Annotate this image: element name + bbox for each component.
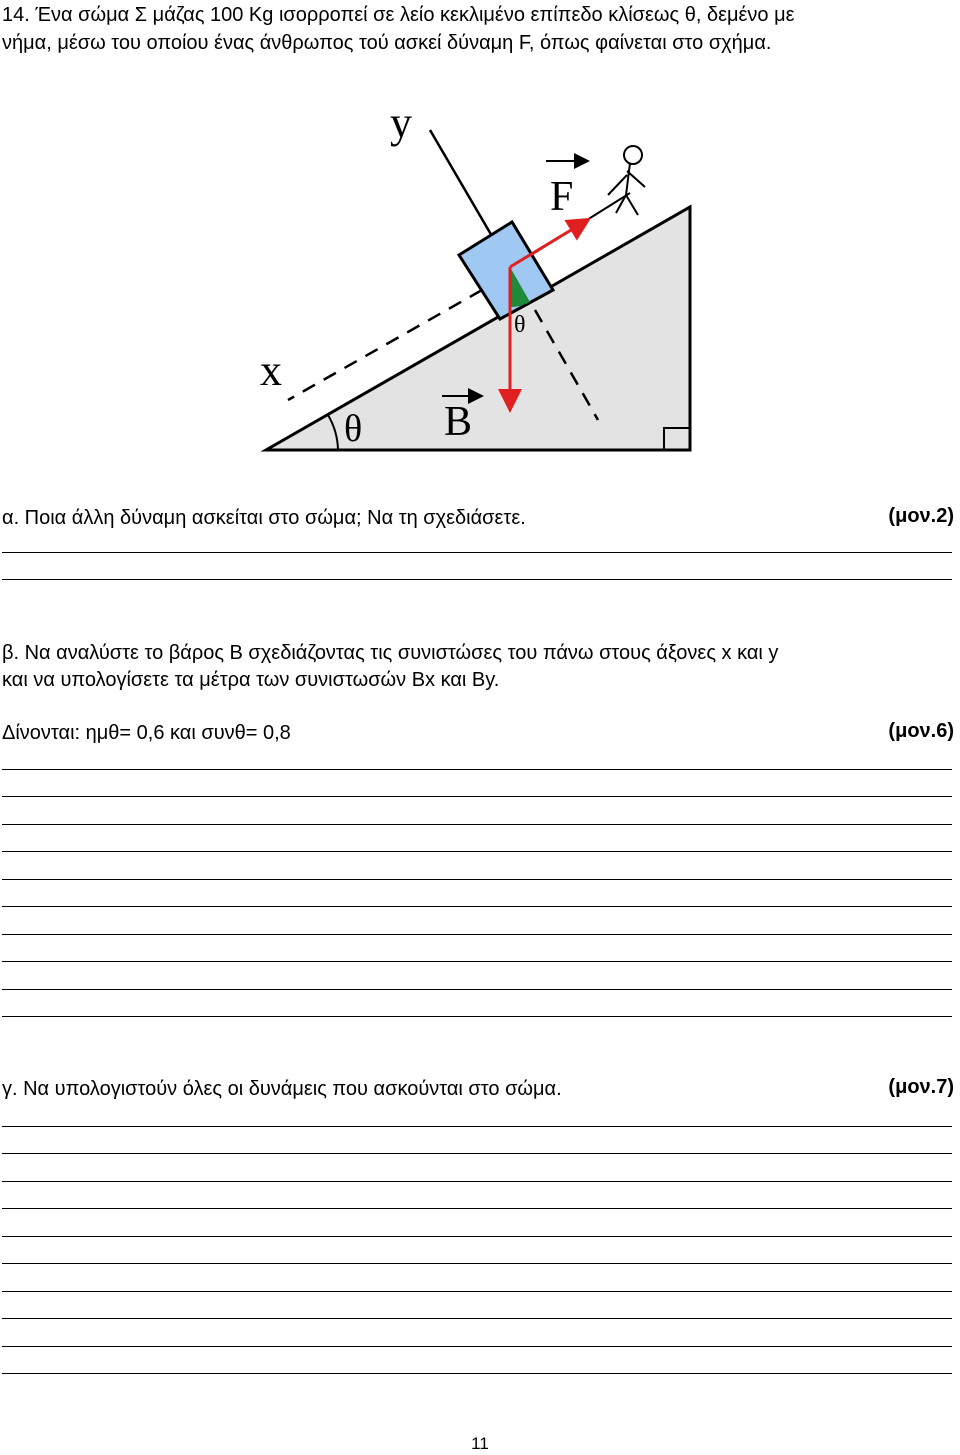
answer-line [2,934,952,935]
answer-line [2,1126,952,1127]
page-number: 11 [471,1434,489,1453]
answer-line [2,879,952,880]
part-b-question-line-1: β. Να αναλύστε το βάρος Β σχεδιάζοντας τις συνιστώσες του πάνω στους άξονες x και y [2,642,779,664]
answer-line [2,1318,952,1319]
answer-line [2,579,952,580]
label-x: x [260,346,282,395]
part-c-points: (μον.7) [888,1076,954,1098]
answer-line [2,906,952,907]
part-a-points: (μον.2) [888,505,954,527]
label-F: F [550,174,574,220]
answer-line [2,1153,952,1154]
answer-line [2,989,952,990]
answer-line [2,769,952,770]
part-b-given: Δίνονται: ημθ= 0,6 και συνθ= 0,8 [2,722,291,744]
problem-line-1: 14. Ένα σώμα Σ μάζας 100 Kg ισορροπεί σε λείο κεκλιμένο επίπεδο κλίσεως θ, δεμένο με [2,4,795,26]
answer-line [2,824,952,825]
answer-line [2,1291,952,1292]
answer-line [2,552,952,553]
part-b-points: (μον.6) [888,720,954,742]
answer-line [2,1181,952,1182]
problem-line-2: νήμα, μέσω του οποίου ένας άνθρωπος τού ασκεί δύναμη F, όπως φαίνεται στο σχήμα. [2,32,772,54]
label-theta-block: θ [514,312,526,338]
inclined-plane-figure [250,95,710,465]
answer-line [2,961,952,962]
answer-line [2,1263,952,1264]
person-figure [608,146,645,215]
answer-line [2,796,952,797]
answer-line [2,1016,952,1017]
answer-line [2,851,952,852]
part-b-question-line-2: και να υπολογίσετε τα μέτρα των συνιστωσών Bx και By. [2,669,500,691]
answer-line [2,1236,952,1237]
part-a-question: α. Ποια άλλη δύναμη ασκείται στο σώμα; Να τη σχεδιάσετε. [2,507,526,529]
label-B: B [444,399,473,445]
answer-line [2,1373,952,1374]
answer-line [2,1208,952,1209]
part-c-question: γ. Να υπολογιστούν όλες οι δυνάμεις που ασκούνται στο σώμα. [2,1078,562,1100]
label-y: y [390,98,412,147]
label-theta-base: θ [344,408,363,450]
answer-line [2,1346,952,1347]
